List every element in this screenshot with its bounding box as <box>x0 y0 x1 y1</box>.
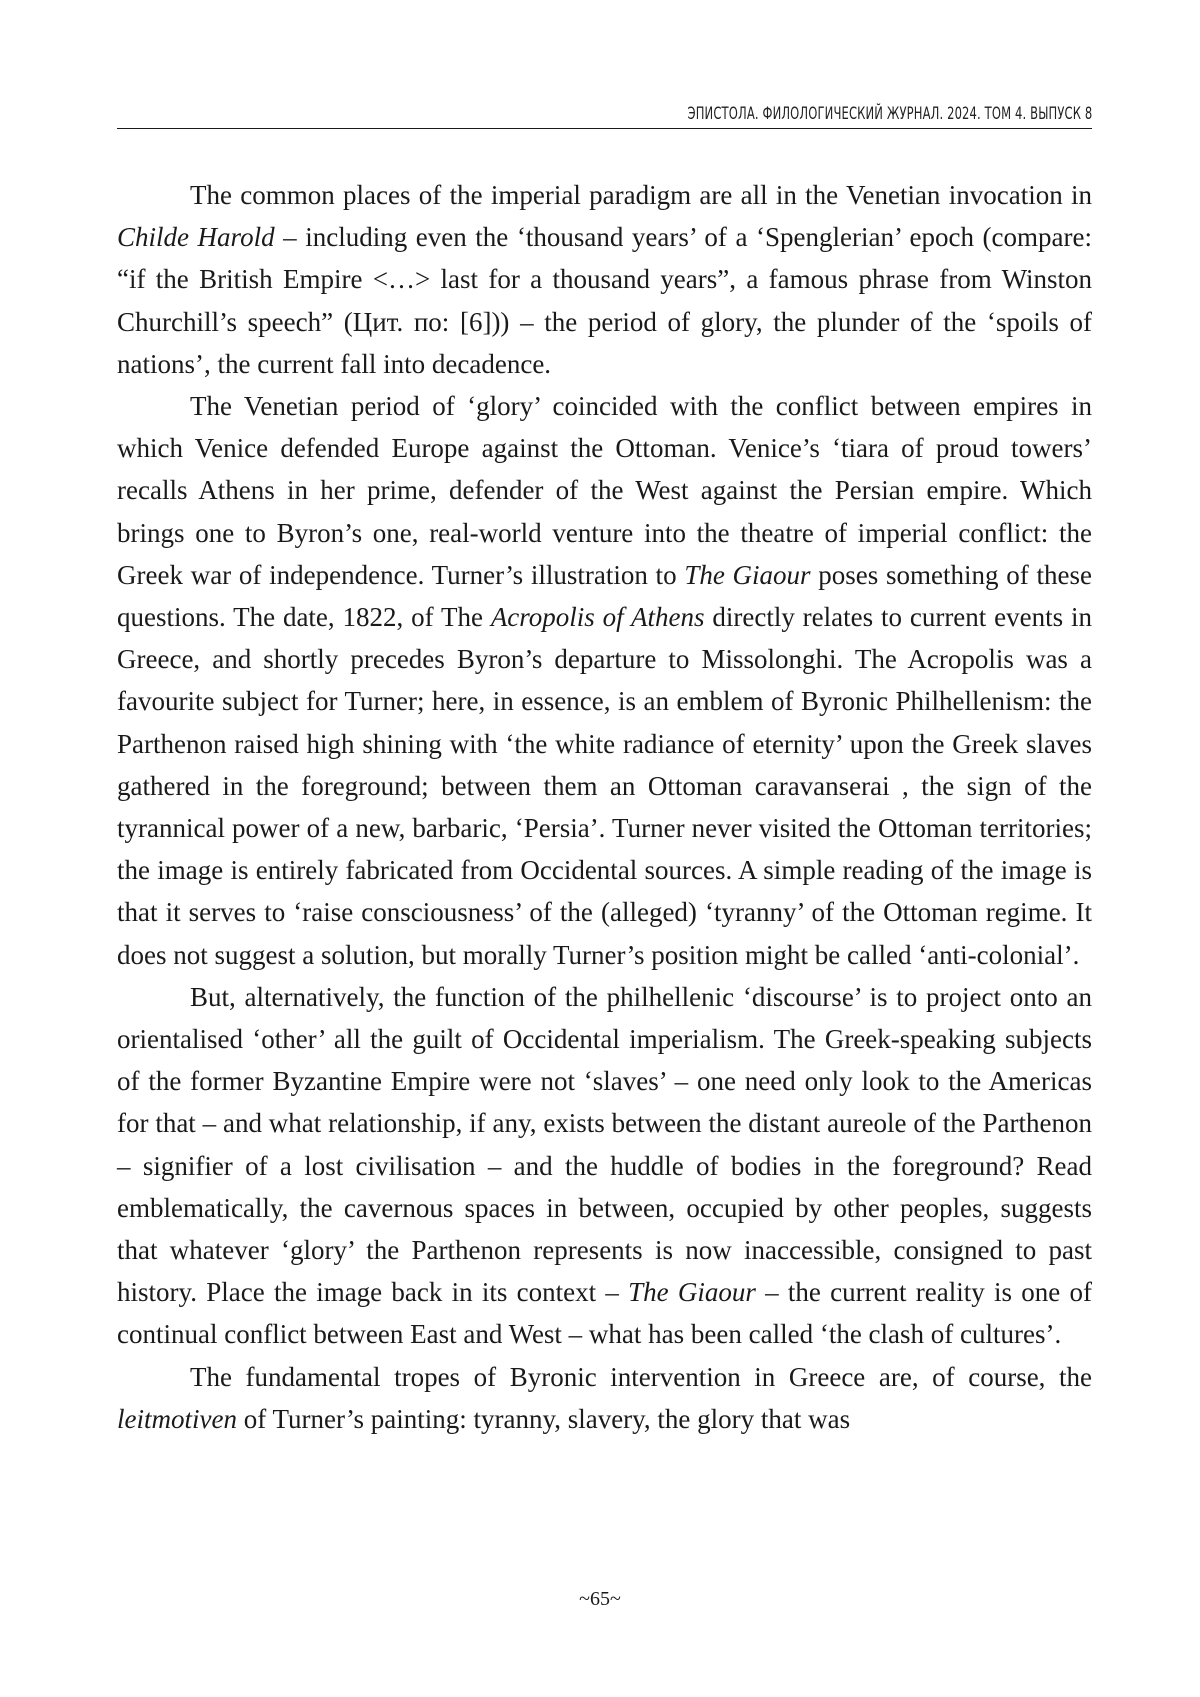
text-run: But, alternatively, the function of the philhellenic ‘discourse’ is to project onto an orientalised ‘other’ all the guilt of Occidental imperialism. The Greek-speaking subjects of the former Byzantine Empire were not ‘slaves’ – one need only look to the Americas for that – and what relationship, if any, exists between the distant aureole of the Parthenon – signifier of a lost civilisation – and the huddle of bodies in the foreground? Read emblematically, the cavernous spaces in between, occupied by other peoples, suggests that whatever ‘glory’ the Parthenon represents is now inaccessible, consigned to past history. Place the image back in its context – <box>117 981 1092 1308</box>
italic-title: Childe Harold <box>117 222 275 253</box>
running-header <box>117 96 1092 129</box>
italic-term: leitmotiven <box>117 1403 237 1434</box>
paragraph <box>117 976 1092 1356</box>
text-run: – the current reality is one of continual conflict between East and West – what has been called ‘the clash of cultures’. <box>117 1277 1092 1350</box>
paragraph <box>117 1356 1092 1440</box>
paragraph <box>117 174 1092 385</box>
article-body <box>117 174 1092 1440</box>
journal-running-title: ЭПИСТОЛА. ФИЛОЛОГИЧЕСКИЙ ЖУРНАЛ. 2024. ТОМ 4. ВЫПУСК 8 <box>687 104 1092 124</box>
text-run: The common places of the imperial paradigm are all in the Venetian invocation in <box>190 180 1092 210</box>
italic-title: The Giaour <box>684 559 811 590</box>
text-run: The Venetian period of ‘glory’ coincided with the conflict between empires in which Venice defended Europe against the Ottoman. Venice’s ‘tiara of proud towers’ recalls Athens in her prime, defender of the West against the Persian empire. Which brings one to Byron’s one, real-world venture into the theatre of imperial conflict: the Greek war of independence. Turner’s illustration to <box>117 391 1092 590</box>
page-number: ~65~ <box>579 1588 621 1610</box>
paragraph <box>117 385 1092 976</box>
text-run: of Turner’s painting: tyranny, slavery, the glory that was <box>236 1403 851 1434</box>
text-run: – including even the ‘thousand years’ of a ‘Spenglerian’ epoch (compare: “if the British Empire <…> last for a thousand years”, a famous phrase from Winston Churchill’s speech” (Цит. по: [6])) – the period of glory, the plunder of the ‘spoils of nations’, the current fall into decadence. <box>117 222 1092 379</box>
italic-title: The Giaour <box>628 1277 756 1308</box>
text-run: directly relates to current events in Greece, and shortly precedes Byron’s departure to Missolonghi. The Acropolis was a favourite subject for Turner; here, in essence, is an emblem of Byronic Philhellenism: the Parthenon raised high shining with ‘the white radiance of eternity’ upon the Greek slaves gathered in the foreground; between them an Ottoman caravanserai , the sign of the tyrannical power of a new, barbaric, ‘Persia’. Turner never visited the Ottoman territories; the image is entirely fabricated from Occidental sources. A simple reading of the image is that it serves to ‘raise consciousness’ of the (alleged) ‘tyranny’ of the Ottoman regime. It does not suggest a solution, but morally Turner’s position might be called ‘anti-colonial’. <box>117 602 1092 970</box>
text-run: The fundamental tropes of Byronic intervention in Greece are, of course, the <box>190 1361 1092 1392</box>
italic-title: Acropolis of Athens <box>490 602 705 633</box>
text-run: poses something of these questions. The date, 1822, of The <box>117 559 1092 633</box>
